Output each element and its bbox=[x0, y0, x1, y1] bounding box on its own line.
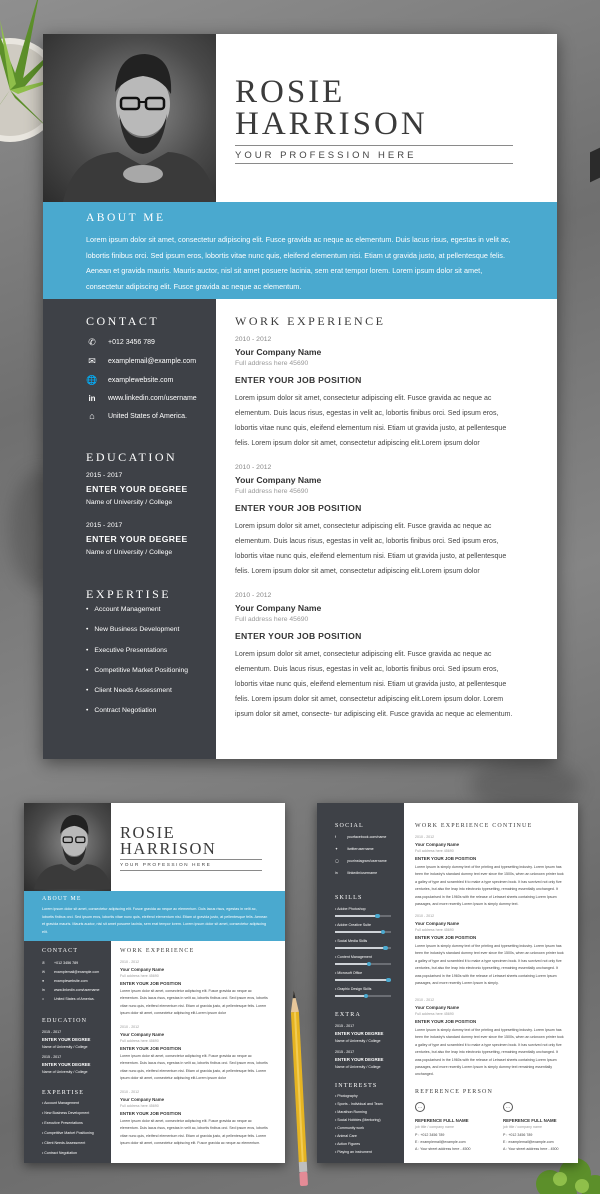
expertise-title: EXPERTISE bbox=[42, 1090, 85, 1096]
job-company: Your Company Name bbox=[120, 1032, 165, 1037]
profile-photo bbox=[43, 34, 216, 202]
skill-level-bar bbox=[335, 947, 391, 949]
education-item bbox=[86, 472, 188, 506]
job-company: Your Company Name bbox=[235, 603, 322, 613]
skill-label: • Content Management bbox=[335, 955, 372, 960]
job-description: Lorem ipsum dolor sit amet, consectetur adipiscing elit. Fusce gravida ac neque ac elementum. Duis lacus risus, egestas in velit ac, lobortis finibus orci. Sed ipsum eros, lobortis vitae nunc quis, eleifend elementum nisi. Etiam ut gravida justo, at pellentesque felis. Lorem ipsum dolor sit amet, consectetur adipiscing elit.Lorem ipsum dolor bbox=[235, 395, 507, 447]
interest-item: • Social Hobbies (Mentoring) bbox=[335, 1118, 381, 1123]
social-linkedin: /linkedin/username bbox=[347, 871, 378, 875]
contact-title: CONTACT bbox=[42, 948, 79, 954]
reference-phone: P : +012 3456 789 bbox=[415, 1133, 445, 1137]
job-address: Full address here 45690 bbox=[120, 1104, 159, 1108]
pencil-decoration bbox=[287, 990, 311, 1190]
skill-label: • Adobe Photoshop bbox=[335, 907, 366, 912]
education-degree: ENTER YOUR DEGREE bbox=[86, 484, 188, 494]
job-company: Your Company Name bbox=[120, 967, 165, 972]
mail-icon: ✉ bbox=[42, 970, 46, 974]
extra-school: Name of University / College bbox=[335, 1039, 381, 1043]
about-title: ABOUT ME bbox=[42, 896, 82, 902]
job-description: Lorem Ipsum is simply dummy text of the printing and typesetting industry. Lorem Ipsum has been the industry's standard dummy text ever since the 1500s, when an unknown printer took a galley of type and scrambled it to make a type specimen book. It has survived not only five centuries, but also the leap into electronic typesetting, remaining essentially unchanged. It was popularised in the 1960s with the release of Letraset sheets containing Lorem Ipsum passages, and more recently Lorem Ipsum is simply dummy text. bbox=[415, 865, 564, 907]
reference-address: A : Your street address here - 4500 bbox=[415, 1147, 471, 1151]
interest-item: • Photography bbox=[335, 1094, 358, 1099]
job-title: ENTER YOUR JOB POSITION bbox=[235, 375, 362, 385]
skill-label: • Adobe Creative Suite bbox=[335, 923, 371, 928]
location-text: United States of America. bbox=[54, 997, 95, 1001]
skill-level-bar bbox=[335, 979, 391, 981]
education-degree: ENTER YOUR DEGREE bbox=[42, 1037, 91, 1042]
job-description: Lorem ipsum dolor sit amet, consectetur adipiscing elit. Fusce gravida ac neque ac elementum. Duis lacus risus, egestas in velit ac, lobortis finibus orci. Sed ipsum eros, lobortis vitae nunc quis, eleifend elementum nisi. Etiam ut gravida justo, at pellentesque felis. Lorem ipsum dolor sit amet, consectetur adipiscing elit.Lorem ipsum dolor. Lorem ipsum dolor sit amet, consecte- tur adipiscing elit. Fusce gravida ac neque ac elementum. bbox=[235, 651, 513, 718]
job-title: ENTER YOUR JOB POSITION bbox=[235, 503, 362, 513]
interest-item: • Community work bbox=[335, 1126, 364, 1131]
job-address: Full address here 45690 bbox=[235, 616, 309, 623]
job-company: Your Company Name bbox=[415, 842, 460, 847]
about-text: Lorem ipsum dolor sit amet, consectetur adipiscing elit. Fusce gravida ac neque ac elementum. Duis lacus risus, egestas in velit ac, lobortis finibus orci. Sed ipsum eros, lobortis vitae nunc quis, eleifend elementum nisi. Etiam ut gravida justo, at pellentesque felis. Aenean et gravida mauris. Mauris auctor, nisl sit amet posuere lacinia, sem erat tempor lorem. Lorem ipsum dolor sit amet, consectetur adipiscing elit. Fusce gravida ac neque ac elementum. bbox=[86, 235, 511, 291]
sidebar bbox=[317, 803, 404, 1163]
contact-title: CONTACT bbox=[86, 314, 160, 328]
linkedin-icon: in bbox=[42, 988, 45, 992]
job-title: ENTER YOUR JOB POSITION bbox=[415, 935, 477, 940]
divider bbox=[235, 163, 513, 164]
divider bbox=[120, 859, 262, 860]
education-years: 2015 - 2017 bbox=[86, 522, 123, 529]
linkedin-text: www.linkedin.com/username bbox=[108, 394, 197, 402]
job-title: ENTER YOUR JOB POSITION bbox=[120, 981, 182, 986]
job-years: 2010 - 2012 bbox=[120, 1090, 140, 1094]
job-years: 2010 - 2012 bbox=[415, 998, 435, 1002]
work-experience-title: WORK EXPERIENCE bbox=[120, 948, 195, 954]
profession-title: YOUR PROFESSION HERE bbox=[235, 150, 417, 161]
expertise-item: • Client Needs Assessment bbox=[42, 1141, 85, 1146]
last-name: HARRISON bbox=[235, 106, 428, 142]
reference-title: REFERENCE PERSON bbox=[415, 1089, 494, 1095]
extra-years: 2015 - 2017 bbox=[335, 1050, 355, 1054]
resume-main-page bbox=[43, 34, 557, 759]
extra-degree: ENTER YOUR DEGREE bbox=[335, 1057, 384, 1062]
job-years: 2010 - 2012 bbox=[120, 960, 140, 964]
about-text: Lorem ipsum dolor sit amet, consectetur adipiscing elit. Fusce gravida ac neque ac elementum. Duis lacus risus, egestas in velit ac, lobortis finibus orci. Sed ipsum eros, lobortis vitae nunc quis, eleifend elementum nisi. Etiam ut gravida justo, at pellentesque felis. Aenean et gravida mauris. Mauris auctor, nisl sit amet posuere lacinia, sem erat tempor lorem. Lorem ipsum dolor sit amet, consectetur adipiscing elit. bbox=[42, 907, 268, 934]
education-school: Name of University / College bbox=[86, 499, 173, 506]
divider bbox=[235, 145, 513, 146]
mail-icon: ✉ bbox=[88, 355, 96, 366]
about-title: ABOUT ME bbox=[86, 212, 166, 224]
contact-location bbox=[86, 410, 187, 422]
expertise-item: • Competitive Market Positioning bbox=[42, 1131, 94, 1136]
skill-level-fill bbox=[335, 947, 385, 949]
job-years: 2010 - 2012 bbox=[235, 464, 272, 471]
skill-level-knob bbox=[381, 930, 386, 935]
linkedin-text: www.linkedin.com/username bbox=[54, 988, 100, 992]
interest-item: • Sports - Individual and Team bbox=[335, 1102, 383, 1107]
job-years: 2010 - 2012 bbox=[235, 336, 272, 343]
expertise-item: • Contract Negotiation bbox=[42, 1151, 77, 1156]
skill-level-bar bbox=[335, 963, 391, 965]
social-instagram: yourinstagram/username bbox=[347, 859, 387, 863]
education-school: Name of University / College bbox=[42, 1070, 88, 1074]
linkedin-icon: in bbox=[88, 393, 96, 403]
job-title: ENTER YOUR JOB POSITION bbox=[415, 856, 477, 861]
education-title: EDUCATION bbox=[86, 450, 178, 464]
reference-name: REFERENCE FULL NAME bbox=[503, 1118, 557, 1123]
twitter-icon: ✦ bbox=[335, 847, 339, 851]
skill-level-bar bbox=[335, 931, 391, 933]
job-address: Full address here 45690 bbox=[415, 849, 454, 853]
job-description: Lorem ipsum dolor sit amet, consectetur adipiscing elit. Fusce gravida ac neque ac elementum. Duis lacus risus, egestas in velit ac, lobortis finibus orci. Sed ipsum eros, lobortis vitae nunc quis, eleifend elementum nisi. Etiam ut gravida justo, at pellentesque felis. Lorem ipsum dolor sit amet, consectetur adipiscing elit.Lorem ipsum dolor bbox=[120, 989, 268, 1016]
expertise-item: • Client Needs Assessment bbox=[86, 687, 172, 694]
expertise-item: • Executive Presentations bbox=[42, 1121, 83, 1126]
about-section bbox=[43, 202, 557, 299]
extra-title: EXTRA bbox=[335, 1012, 361, 1018]
education-years: 2015 - 2017 bbox=[86, 472, 123, 479]
job-address: Full address here 45690 bbox=[235, 488, 309, 495]
interests-title: INTERESTS bbox=[335, 1083, 378, 1089]
name-heading bbox=[120, 825, 216, 857]
job-description: Lorem ipsum dolor sit amet, consectetur adipiscing elit. Fusce gravida ac neque ac elementum. Duis lacus risus, egestas in velit ac, lobortis finibus orci. Sed ipsum eros, lobortis vitae nunc quis, eleifend elementum nisi. Etiam ut gravida justo, at pellentesque felis. Lorem ipsum dolor sit amet, consectetur adipiscing elit.Lorem ipsum dolor bbox=[120, 1054, 268, 1081]
expertise-item: • Account Management bbox=[42, 1101, 79, 1106]
job-address: Full address here 45690 bbox=[120, 1039, 159, 1043]
extra-degree: ENTER YOUR DEGREE bbox=[335, 1031, 384, 1036]
job-entry bbox=[235, 464, 520, 579]
job-years: 2010 - 2012 bbox=[415, 835, 435, 839]
job-entry bbox=[235, 336, 520, 451]
interest-item: • Animal Care bbox=[335, 1134, 357, 1139]
expertise-item: • New Business Development bbox=[86, 626, 179, 633]
expertise-title: EXPERTISE bbox=[86, 587, 172, 601]
reference-address: A : Your street address here - 4500 bbox=[503, 1147, 559, 1151]
expertise-item: • Competitive Market Positioning bbox=[86, 667, 188, 674]
desk-object bbox=[590, 148, 600, 183]
job-company: Your Company Name bbox=[120, 1097, 165, 1102]
skill-level-fill bbox=[335, 979, 388, 981]
education-degree: ENTER YOUR DEGREE bbox=[42, 1062, 91, 1067]
chat-icon: … bbox=[415, 1102, 425, 1112]
expertise-item: • Executive Presentations bbox=[86, 647, 167, 654]
job-address: Full address here 45690 bbox=[235, 360, 309, 367]
globe-icon: 🌐 bbox=[86, 374, 98, 385]
about-section bbox=[24, 891, 285, 941]
expertise-item: • Contract Negotiation bbox=[86, 707, 156, 714]
skill-level-fill bbox=[335, 931, 383, 933]
facebook-icon: f bbox=[335, 835, 336, 839]
social-facebook: yourfacebook.com/name bbox=[347, 835, 387, 839]
extra-school: Name of University / College bbox=[335, 1065, 381, 1069]
job-address: Full address here 45690 bbox=[415, 1012, 454, 1016]
social-twitter: /twitterusername bbox=[347, 847, 374, 851]
profession-title: YOUR PROFESSION HERE bbox=[120, 863, 212, 868]
first-name: ROSIE bbox=[120, 823, 176, 842]
expertise-item: • New Business Development bbox=[42, 1111, 89, 1116]
instagram-icon: ◯ bbox=[335, 859, 340, 863]
skill-level-fill bbox=[335, 963, 369, 965]
expertise-item: • Account Management bbox=[86, 606, 161, 613]
name-heading bbox=[235, 76, 428, 140]
job-title: ENTER YOUR JOB POSITION bbox=[120, 1046, 182, 1051]
reference-role: job title / company name bbox=[503, 1125, 542, 1129]
education-degree: ENTER YOUR DEGREE bbox=[86, 534, 188, 544]
skill-level-knob bbox=[375, 914, 380, 919]
reference-name: REFERENCE FULL NAME bbox=[415, 1118, 469, 1123]
skills-title: SKILLS bbox=[335, 895, 363, 901]
reference-role: job title / company name bbox=[415, 1125, 454, 1129]
job-company: Your Company Name bbox=[415, 921, 460, 926]
skill-label: • Social Media Skills bbox=[335, 939, 367, 944]
website-text: examplewebsite.com bbox=[108, 376, 174, 384]
job-company: Your Company Name bbox=[415, 1005, 460, 1010]
contact-phone bbox=[86, 336, 155, 348]
reference-email: E : examplemail@example.com bbox=[415, 1140, 466, 1144]
last-name: HARRISON bbox=[120, 839, 217, 858]
globe-icon: ● bbox=[42, 979, 45, 983]
education-years: 2015 - 2017 bbox=[42, 1030, 62, 1034]
skill-level-bar bbox=[335, 915, 391, 917]
location-text: United States of America. bbox=[108, 412, 187, 420]
interest-item: • Playing an instrument bbox=[335, 1150, 372, 1155]
reference-phone: P : +012 3456 789 bbox=[503, 1133, 533, 1137]
phone-icon: ✆ bbox=[42, 961, 46, 965]
phone-text: +012 3456 789 bbox=[54, 961, 79, 965]
contact-linkedin bbox=[86, 392, 197, 404]
skill-label: • Microsoft Office bbox=[335, 971, 362, 976]
email-text: examplemail@example.com bbox=[108, 357, 197, 365]
education-school: Name of University / College bbox=[86, 549, 173, 556]
home-icon: ⌂ bbox=[89, 411, 95, 421]
phone-icon: ✆ bbox=[88, 336, 96, 347]
job-years: 2010 - 2012 bbox=[415, 914, 435, 918]
phone-text: +012 3456 789 bbox=[108, 338, 155, 346]
job-years: 2010 - 2012 bbox=[120, 1025, 140, 1029]
skill-level-fill bbox=[335, 915, 377, 917]
skill-level-fill bbox=[335, 995, 366, 997]
chat-icon: … bbox=[503, 1102, 513, 1112]
work-experience-title: WORK EXPERIENCE bbox=[235, 314, 386, 328]
social-title: SOCIAL bbox=[335, 823, 364, 829]
contact-website bbox=[86, 374, 173, 386]
skill-level-knob bbox=[383, 946, 388, 951]
job-years: 2010 - 2012 bbox=[235, 592, 272, 599]
job-company: Your Company Name bbox=[235, 347, 322, 357]
linkedin-icon: in bbox=[335, 871, 338, 875]
job-address: Full address here 45690 bbox=[415, 928, 454, 932]
skill-level-knob bbox=[367, 962, 372, 967]
job-title: ENTER YOUR JOB POSITION bbox=[235, 631, 362, 641]
job-title: ENTER YOUR JOB POSITION bbox=[415, 1019, 477, 1024]
home-icon: ⌂ bbox=[42, 997, 45, 1001]
job-title: ENTER YOUR JOB POSITION bbox=[120, 1111, 182, 1116]
profile-photo bbox=[24, 803, 111, 891]
extra-years: 2015 - 2017 bbox=[335, 1024, 355, 1028]
skill-level-bar bbox=[335, 995, 391, 997]
job-description: Lorem Ipsum is simply dummy text of the printing and typesetting industry. Lorem Ipsum has been the industry's standard dummy text ever since the 1500s, when an unknown printer took a galley of type and scrambled it to make a type specimen book. It has survived not only five centuries, but also the leap into electronic typesetting, remaining essentially unchanged. It was popularised in the 1960s with the release of Letraset sheets containing Lorem Ipsum passages, and more recently Lorem Ipsum is simply. bbox=[415, 944, 564, 986]
job-address: Full address here 45690 bbox=[120, 974, 159, 978]
reference-email: E : examplemail@example.com bbox=[503, 1140, 554, 1144]
skill-label: • Graphic Design Skills bbox=[335, 987, 371, 992]
first-name: ROSIE bbox=[235, 74, 346, 110]
skill-level-knob bbox=[386, 978, 391, 983]
email-text: examplemail@example.com bbox=[54, 970, 100, 974]
education-school: Name of University / College bbox=[42, 1045, 88, 1049]
website-text: examplewebsite.com bbox=[54, 979, 88, 983]
job-description: Lorem Ipsum is simply dummy text of the printing and typesetting industry. Lorem Ipsum has been the industry's standard dummy text ever since the 1500s, when an unknown printer took a galley of type and scrambled it to make a type specimen book. It has survived not only five centuries, but also the leap into electronic typesetting, remaining essentially unchanged. It was popularised in the 1960s with the release of Letraset sheets containing Lorem Ipsum passages, and more recently Lorem Ipsum is simply dummy text remaining essentially unchanged. bbox=[415, 1028, 564, 1077]
education-item bbox=[86, 522, 188, 556]
job-description: Lorem ipsum dolor sit amet, consectetur adipiscing elit. Fusce gravida ac neque ac elementum. Duis lacus risus, egestas in velit ac, lobortis finibus orci. Sed ipsum eros, lobortis vitae nunc quis, eleifend elementum nisi. Etiam ut gravida justo, at pellentesque felis. Lorem ipsum dolor sit amet, consectetur adipiscing elit.Lorem ipsum dolor bbox=[235, 523, 507, 575]
education-title: EDUCATION bbox=[42, 1018, 88, 1024]
resume-preview-page-2 bbox=[317, 803, 578, 1163]
job-entry bbox=[235, 592, 520, 722]
education-years: 2015 - 2017 bbox=[42, 1055, 62, 1059]
resume-preview-page-1 bbox=[24, 803, 285, 1163]
interest-item: • Action Figures bbox=[335, 1142, 360, 1147]
job-company: Your Company Name bbox=[235, 475, 322, 485]
interest-item: • Marathon Running bbox=[335, 1110, 367, 1115]
contact-email bbox=[86, 355, 196, 367]
divider bbox=[120, 870, 262, 871]
work-experience-continue-title: WORK EXPERIENCE CONTINUE bbox=[415, 823, 533, 829]
job-description: Lorem ipsum dolor sit amet, consectetur adipiscing elit. Fusce gravida ac neque ac elementum. Duis lacus risus, egestas in velit ac, lobortis finibus orci. Sed ipsum eros, lobortis vitae nunc quis, eleifend elementum nisi. Etiam ut gravida justo, at pellentesque felis. Lorem ipsum dolor sit amet, consectetur adipiscing elit. Fusce gravida ac neque ac elementum. bbox=[120, 1119, 268, 1146]
